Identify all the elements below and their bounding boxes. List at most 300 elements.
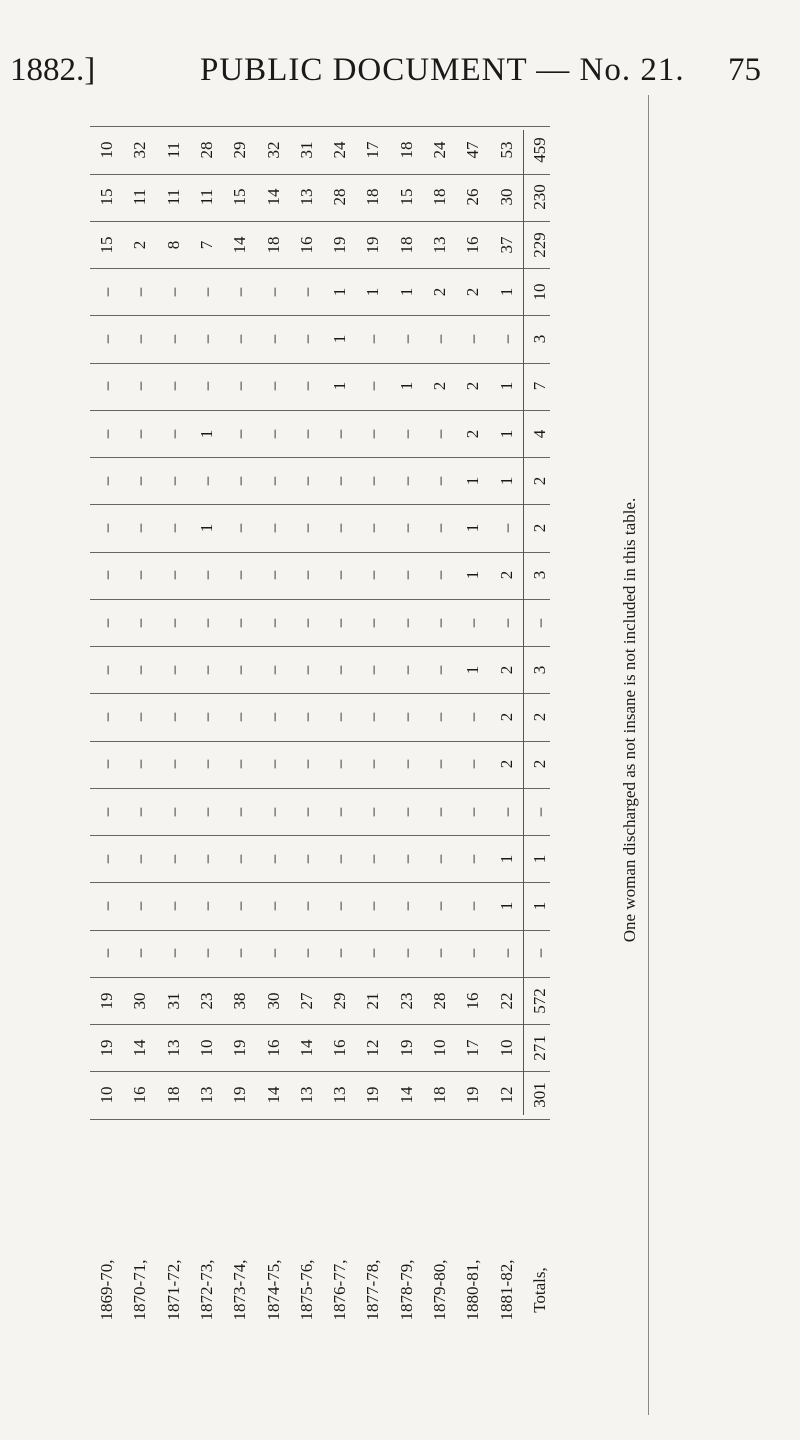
column-separator [90,1071,550,1072]
table-cell: 11 [130,189,150,206]
table-cell: 2 [496,665,516,674]
table-cell: 1 [496,287,516,296]
table-cell: – [396,665,416,674]
column-separator [90,363,550,364]
total-cell: 459 [529,137,549,163]
total-cell: 3 [529,571,549,580]
row-label: 1869-70, [97,1259,116,1321]
table-cell: – [230,854,250,863]
header-year: 1882.] [10,52,96,88]
table-cell: – [296,476,316,485]
table-cell: 18 [263,236,283,253]
table-cell: – [97,760,116,769]
table-cell: – [430,334,449,344]
table-cell: 28 [330,188,350,206]
table-cell: – [97,712,116,722]
table-cell: – [163,334,183,344]
table-cell: 22 [496,992,516,1009]
table-cell: 32 [263,141,283,159]
row-label: 1878-79, [396,1259,416,1321]
table-cell: 13 [430,236,449,253]
table-cell: 10 [97,141,116,159]
table-cell: – [463,334,483,344]
table-cell: 1 [330,334,350,344]
table-cell: – [463,949,483,958]
table-cell: – [130,287,150,296]
total-cell: 3 [529,665,549,674]
table-cell: – [97,571,116,580]
header-title: PUBLIC DOCUMENT — No. 21. [200,52,685,88]
row-label: 1875-76, [296,1259,316,1321]
table-cell: – [230,523,250,533]
row-label: 1871-72, [163,1259,183,1321]
table-cell: 19 [230,1086,250,1104]
table-cell: 12 [496,1086,516,1104]
table-cell: – [163,429,183,438]
table-cell: 1 [496,382,516,391]
table-cell: 16 [263,1039,283,1057]
table-cell: – [463,854,483,863]
table-cell: – [363,523,383,533]
table-cell: 19 [363,1086,383,1104]
table-cell: 1 [463,476,483,485]
table-cell: – [296,807,316,816]
table-cell: – [130,571,150,580]
table-cell: 1 [463,523,483,533]
table-cell: 19 [97,992,116,1009]
table-cell: – [496,334,516,344]
table-cell: 1 [463,665,483,674]
table-cell: 24 [430,141,449,159]
table-cell: 2 [463,429,483,438]
table-cell: – [296,429,316,438]
table-cell: 1 [330,287,350,296]
table-cell: – [330,807,350,816]
table-cell: 1 [196,429,216,438]
table-cell: – [263,571,283,580]
column-separator [90,693,550,694]
table-cell: – [130,712,150,722]
table-cell: – [363,712,383,722]
table-cell: – [97,901,116,911]
table-cell: 26 [463,188,483,206]
column-separator [90,504,550,505]
table-cell: 16 [296,236,316,253]
table-cell: 31 [163,992,183,1009]
table-cell: 11 [163,141,183,159]
table-cell: – [330,571,350,580]
table-cell: 29 [230,141,250,159]
table-cell: 24 [330,141,350,159]
total-cell: – [529,807,549,816]
table-cell: – [97,382,116,391]
column-separator [90,126,550,127]
table-cell: – [163,476,183,485]
table-cell: – [196,807,216,816]
table-cell: – [396,854,416,863]
table-cell: 23 [196,992,216,1009]
table-cell: 13 [296,1086,316,1104]
table-cell: – [230,807,250,816]
table-cell: 14 [263,1086,283,1104]
total-cell: 229 [529,231,549,258]
table-cell: 14 [130,1039,150,1057]
table-cell: – [196,382,216,391]
table-cell: – [296,523,316,533]
table-cell: – [296,382,316,391]
table-cell: 17 [463,1039,483,1057]
table-cell: – [230,901,250,911]
table-cell: – [396,429,416,438]
table-cell: – [330,618,350,627]
table-cell: – [230,429,250,438]
table-cell: 1 [396,382,416,391]
table-cell: 2 [496,760,516,769]
table-cell: 28 [430,992,449,1009]
table-cell: 14 [296,1039,316,1057]
table-cell: 1 [496,429,516,438]
table-cell: 16 [130,1086,150,1104]
table-cell: – [263,854,283,863]
table-cell: – [396,618,416,627]
column-separator [90,977,550,978]
table-cell: – [363,571,383,580]
table-cell: – [130,807,150,816]
table-right-rule [648,95,649,1415]
table-cell: – [130,949,150,958]
totals-separator [523,130,524,1115]
table-cell: – [130,334,150,344]
table-cell: 1 [330,382,350,391]
row-label: 1877-78, [363,1259,383,1321]
table-cell: – [296,618,316,627]
column-separator [90,1119,550,1120]
table-cell: – [230,618,250,627]
table-cell: – [396,712,416,722]
table-cell: – [196,334,216,344]
table-cell: – [163,854,183,863]
column-separator [90,646,550,647]
table-cell: – [196,854,216,863]
table-cell: – [263,476,283,485]
table-cell: – [363,760,383,769]
table-cell: – [97,854,116,863]
table-cell: – [130,618,150,627]
total-cell: 2 [529,523,549,533]
table-cell: – [163,712,183,722]
table-cell: – [430,665,449,674]
table-cell: – [363,382,383,391]
table-cell: – [97,334,116,344]
table-cell: – [296,712,316,722]
table-cell: – [330,854,350,863]
column-separator [90,788,550,789]
table-cell: 53 [496,141,516,159]
table-cell: – [496,807,516,816]
table-cell: 2 [496,571,516,580]
table-cell: 19 [330,236,350,253]
table-cell: – [430,949,449,958]
table-cell: – [130,382,150,391]
table-cell: – [196,901,216,911]
table-cell: – [230,949,250,958]
table-cell: – [263,901,283,911]
table-cell: – [230,334,250,344]
table-cell: 21 [363,992,383,1009]
table-cell: – [97,476,116,485]
table-cell: – [330,665,350,674]
table-cell: – [363,807,383,816]
total-cell: 4 [529,429,549,438]
table-cell: 13 [330,1086,350,1104]
table-cell: 31 [296,141,316,159]
table-cell: – [263,949,283,958]
column-separator [90,930,550,931]
table-cell: – [330,949,350,958]
table-cell: – [97,807,116,816]
table-cell: 16 [463,236,483,253]
column-separator [90,835,550,836]
total-cell: 572 [529,987,549,1014]
table-cell: 8 [163,240,183,249]
table-cell: 2 [430,382,449,391]
table-cell: 11 [163,189,183,206]
table-cell: 10 [496,1039,516,1057]
row-label: 1881-82, [496,1259,516,1321]
column-separator [90,552,550,553]
table-cell: – [296,949,316,958]
table-cell: 1 [496,476,516,485]
table-cell: – [196,712,216,722]
table-cell: 1 [496,854,516,863]
table-cell: – [230,382,250,391]
table-cell: – [130,901,150,911]
table-cell: – [163,807,183,816]
row-label: 1870-71, [130,1259,150,1321]
table-cell: – [130,429,150,438]
table-cell: 11 [196,189,216,206]
total-cell: 1 [529,901,549,911]
table-cell: 19 [396,1039,416,1057]
table-cell: – [263,382,283,391]
row-label: 1879-80, [430,1259,449,1321]
table-cell: – [196,287,216,296]
table-cell: – [196,618,216,627]
table-cell: – [196,760,216,769]
column-separator [90,410,550,411]
total-cell: – [529,618,549,627]
table-cell: – [430,618,449,627]
table-cell: 2 [430,287,449,296]
total-cell: 271 [529,1035,549,1061]
table-cell: – [130,760,150,769]
table-cell: – [363,665,383,674]
table-cell: 10 [97,1086,116,1104]
row-label: 1880-81, [463,1259,483,1321]
table-cell: – [430,429,449,438]
column-separator [90,315,550,316]
table-cell: 18 [363,188,383,206]
table-cell: 18 [396,236,416,253]
table-cell: – [430,712,449,722]
column-separator [90,1024,550,1025]
total-cell: 230 [529,184,549,210]
table-cell: – [163,901,183,911]
table-cell: – [396,807,416,816]
table-cell: – [296,571,316,580]
table-cell: 15 [97,236,116,253]
table-cell: 1 [396,287,416,296]
table-cell: – [363,618,383,627]
table-cell: – [163,949,183,958]
table-cell: – [97,618,116,627]
row-label: 1876-77, [330,1259,350,1321]
table-cell: 16 [330,1039,350,1057]
table-cell: 15 [230,188,250,206]
table-cell: – [430,901,449,911]
column-separator [90,882,550,883]
row-label: 1872-73, [196,1259,216,1321]
table-cell: – [130,476,150,485]
table-cell: – [463,712,483,722]
table-cell: – [496,949,516,958]
table-cell: – [330,476,350,485]
column-separator [90,174,550,175]
table-cell: – [296,665,316,674]
table-cell: 2 [463,382,483,391]
table-cell: – [463,807,483,816]
table-cell: – [296,287,316,296]
table-cell: – [263,712,283,722]
table-cell: – [163,382,183,391]
table-cell: – [230,760,250,769]
table-cell: 1 [363,287,383,296]
table-cell: – [97,429,116,438]
table-cell: – [263,429,283,438]
column-separator [90,741,550,742]
page-header [0,52,800,102]
table-cell: – [463,901,483,911]
table-cell: – [430,760,449,769]
table-cell: – [296,901,316,911]
table-cell: – [263,618,283,627]
table-cell: 19 [97,1039,116,1057]
table-cell: – [263,665,283,674]
table-cell: – [263,287,283,296]
table-cell: 17 [363,141,383,159]
table-cell: – [363,901,383,911]
table-cell: – [163,523,183,533]
table-cell: – [230,712,250,722]
table-cell: 10 [430,1039,449,1057]
column-separator [90,221,550,222]
table-cell: – [230,571,250,580]
table-cell: – [330,760,350,769]
table-cell: 12 [363,1039,383,1057]
table-cell: 30 [496,188,516,206]
total-cell: 3 [529,334,549,344]
table-cell: – [430,807,449,816]
row-label: 1874-75, [263,1259,283,1321]
table-cell: – [263,807,283,816]
table-cell: – [130,854,150,863]
table-cell: 2 [463,287,483,296]
table-cell: – [130,665,150,674]
table-cell: 13 [163,1039,183,1057]
table-cell: 1 [196,523,216,533]
total-cell: 2 [529,712,549,722]
table-cell: – [496,618,516,627]
table-cell: – [363,334,383,344]
table-cell: 29 [330,992,350,1009]
table-cell: – [97,949,116,958]
table-cell: 15 [396,188,416,206]
table-cell: – [163,665,183,674]
total-cell: – [529,949,549,958]
table-cell: – [430,476,449,485]
table-cell: 1 [496,901,516,911]
table-cell: – [330,901,350,911]
table-cell: 28 [196,141,216,159]
table-cell: 19 [363,236,383,253]
table-cell: – [396,760,416,769]
total-cell: 301 [529,1082,549,1108]
table-cell: 7 [196,240,216,249]
table-cell: – [163,760,183,769]
table-cell: – [230,665,250,674]
table-cell: – [330,429,350,438]
table-cell: – [196,571,216,580]
table-cell: 30 [263,992,283,1009]
table-cell: – [363,476,383,485]
table-cell: – [196,665,216,674]
table-cell: 18 [163,1086,183,1104]
table-cell: – [396,571,416,580]
table-cell: – [130,523,150,533]
table-cell: 27 [296,992,316,1009]
table-cell: – [396,523,416,533]
table-cell: – [296,334,316,344]
table-cell: 18 [430,1086,449,1104]
table-cell: – [97,523,116,533]
page-number: 75 [728,52,761,88]
table-cell: – [196,476,216,485]
table-cell: 30 [130,992,150,1009]
table-cell: – [396,949,416,958]
table-cell: – [296,760,316,769]
table-cell: – [430,571,449,580]
table-cell: – [196,949,216,958]
table-cell: – [463,618,483,627]
statistics-table [90,137,570,1440]
column-separator [90,457,550,458]
table-cell: – [263,334,283,344]
table-cell: 37 [496,236,516,253]
table-cell: 47 [463,141,483,159]
row-label: 1873-74, [230,1259,250,1321]
table-cell: – [163,618,183,627]
table-cell: – [163,571,183,580]
table-cell: – [463,760,483,769]
table-cell: 15 [97,188,116,206]
table-cell: – [430,854,449,863]
table-cell: – [230,476,250,485]
table-cell: 32 [130,141,150,159]
table-cell: 2 [130,240,150,249]
table-cell: 14 [230,236,250,253]
table-cell: 13 [196,1086,216,1104]
total-cell: 2 [529,760,549,769]
